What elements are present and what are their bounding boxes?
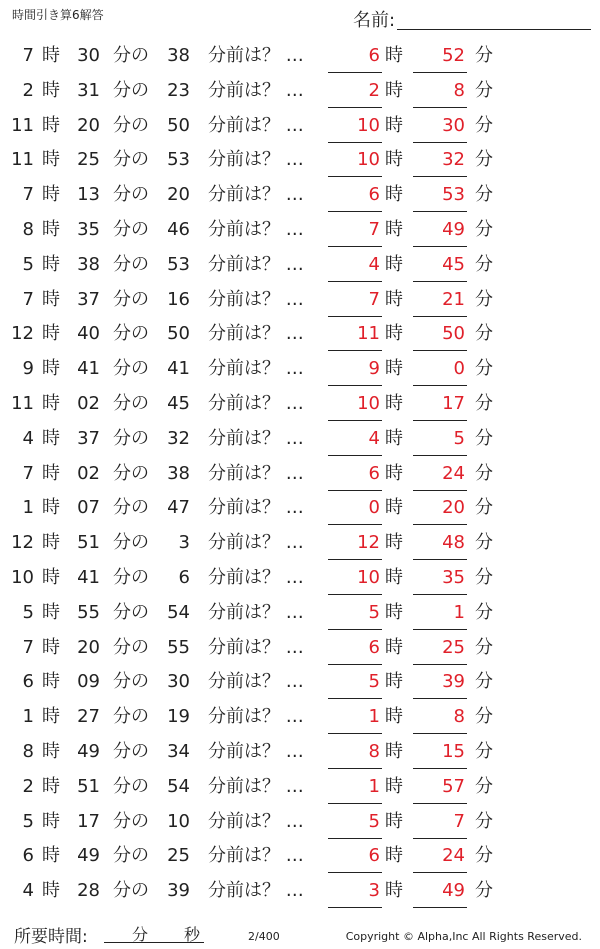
answer-minute-label: 分	[475, 601, 493, 623]
answer-hour: 3	[328, 881, 382, 908]
footer	[0, 918, 600, 948]
before-question-label: 分前は？ …	[208, 740, 304, 762]
answer-minute: 35	[413, 568, 467, 595]
problem-row	[0, 525, 600, 560]
hour-label: 時	[42, 601, 60, 623]
hour-label: 時	[42, 532, 60, 554]
minute-of-label: 分の	[113, 427, 149, 449]
before-question-label: 分前は？ …	[208, 845, 304, 867]
start-hour: 4	[22, 880, 34, 902]
minute-of-label: 分の	[113, 810, 149, 832]
before-question-label: 分前は？ …	[208, 358, 304, 380]
minute-of-label: 分の	[113, 775, 149, 797]
problem-row	[0, 490, 600, 525]
answer-hour: 12	[328, 533, 382, 560]
problem-row	[0, 351, 600, 386]
start-hour: 5	[22, 601, 34, 623]
minutes-before: 53	[167, 253, 190, 275]
minutes-before: 41	[167, 358, 190, 380]
name-field	[353, 6, 591, 30]
answer-minute-label: 分	[475, 532, 493, 554]
hour-label: 時	[42, 671, 60, 693]
start-minute: 27	[77, 706, 100, 728]
answer-minute-label: 分	[475, 149, 493, 171]
minute-of-label: 分の	[113, 601, 149, 623]
hour-label: 時	[42, 114, 60, 136]
problem-row	[0, 177, 600, 212]
minute-of-label: 分の	[113, 288, 149, 310]
answer-hour-label: 時	[385, 45, 403, 66]
answer-minute: 7	[413, 812, 467, 839]
answer-minute-label: 分	[475, 566, 493, 588]
start-minute: 41	[77, 358, 100, 380]
answer-hour: 6	[328, 46, 382, 73]
answer-minute: 49	[413, 220, 467, 247]
answer-hour-label: 時	[385, 218, 403, 240]
start-minute: 17	[77, 810, 100, 832]
answer-minute-label: 分	[475, 740, 493, 762]
minute-of-label: 分の	[113, 392, 149, 414]
answer-minute: 21	[413, 290, 467, 317]
start-hour: 7	[22, 462, 34, 484]
answer-minute-label: 分	[475, 671, 493, 693]
problem-row	[0, 316, 600, 351]
hour-label: 時	[42, 566, 60, 588]
answer-hour: 4	[328, 255, 382, 282]
copyright: Copyright © Alpha,Inc All Rights Reserved.	[345, 930, 582, 943]
hour-label: 時	[42, 358, 60, 380]
hour-label: 時	[42, 775, 60, 797]
answer-hour: 6	[328, 846, 382, 873]
before-question-label: 分前は？ …	[208, 601, 304, 623]
minute-of-label: 分の	[113, 79, 149, 101]
minutes-before: 10	[167, 810, 190, 832]
minute-of-label: 分の	[113, 253, 149, 275]
minute-of-label: 分の	[113, 497, 149, 519]
hour-label: 時	[42, 392, 60, 414]
problem-row	[0, 282, 600, 317]
problem-row	[0, 456, 600, 491]
minutes-before: 39	[167, 880, 190, 902]
start-minute: 09	[77, 671, 100, 693]
required-time-label: 所要時間:	[14, 927, 88, 947]
answer-minute: 24	[413, 846, 467, 873]
hour-label: 時	[42, 497, 60, 519]
problem-row	[0, 560, 600, 595]
start-minute: 02	[77, 392, 100, 414]
minutes-before: 55	[167, 636, 190, 658]
start-hour: 9	[22, 358, 34, 380]
answer-minute-label: 分	[475, 462, 493, 484]
answer-minute: 17	[413, 394, 467, 421]
minute-of-label: 分の	[113, 532, 149, 554]
minute-of-label: 分の	[113, 636, 149, 658]
minute-of-label: 分の	[113, 184, 149, 206]
hour-label: 時	[42, 462, 60, 484]
page-number: 2/400	[248, 930, 280, 943]
hour-label: 時	[42, 706, 60, 728]
minutes-before: 6	[178, 566, 190, 588]
hour-label: 時	[42, 149, 60, 171]
answer-hour-label: 時	[385, 114, 403, 136]
before-question-label: 分前は？ …	[208, 427, 304, 449]
answer-hour-label: 時	[385, 740, 403, 762]
answer-hour-label: 時	[385, 427, 403, 449]
answer-minute: 53	[413, 185, 467, 212]
start-hour: 8	[22, 740, 34, 762]
answer-hour-label: 時	[385, 810, 403, 832]
start-hour: 6	[22, 671, 34, 693]
start-hour: 11	[11, 114, 34, 136]
answer-minute-label: 分	[475, 636, 493, 658]
answer-hour: 9	[328, 359, 382, 386]
minutes-before: 20	[167, 184, 190, 206]
problem-row	[0, 804, 600, 839]
problem-list	[0, 38, 600, 908]
start-hour: 12	[11, 532, 34, 554]
answer-hour: 7	[328, 290, 382, 317]
answer-minute-label: 分	[475, 323, 493, 345]
answer-minute-label: 分	[475, 253, 493, 275]
start-minute: 37	[77, 288, 100, 310]
answer-minute-label: 分	[475, 288, 493, 310]
minutes-before: 23	[167, 79, 190, 101]
hour-label: 時	[42, 427, 60, 449]
minute-of-label: 分の	[113, 149, 149, 171]
minutes-before: 46	[167, 218, 190, 240]
answer-hour: 4	[328, 429, 382, 456]
start-hour: 7	[22, 45, 34, 66]
start-hour: 4	[22, 427, 34, 449]
answer-minute-label: 分	[475, 775, 493, 797]
before-question-label: 分前は？ …	[208, 706, 304, 728]
answer-hour-label: 時	[385, 880, 403, 902]
minute-of-label: 分の	[113, 671, 149, 693]
answer-minute: 0	[413, 359, 467, 386]
problem-row	[0, 421, 600, 456]
start-minute: 20	[77, 636, 100, 658]
start-minute: 35	[77, 218, 100, 240]
answer-hour-label: 時	[385, 601, 403, 623]
answer-minute: 24	[413, 464, 467, 491]
problem-row	[0, 595, 600, 630]
start-minute: 51	[77, 775, 100, 797]
answer-minute-label: 分	[475, 810, 493, 832]
answer-hour: 6	[328, 638, 382, 665]
minute-of-label: 分の	[113, 114, 149, 136]
start-hour: 5	[22, 810, 34, 832]
before-question-label: 分前は？ …	[208, 323, 304, 345]
answer-hour: 1	[328, 777, 382, 804]
before-question-label: 分前は？ …	[208, 671, 304, 693]
before-question-label: 分前は？ …	[208, 880, 304, 902]
answer-hour: 10	[328, 150, 382, 177]
minute-of-label: 分の	[113, 45, 149, 66]
problem-row	[0, 247, 600, 282]
minutes-before: 50	[167, 323, 190, 345]
before-question-label: 分前は？ …	[208, 566, 304, 588]
problem-row	[0, 108, 600, 143]
start-hour: 12	[11, 323, 34, 345]
before-question-label: 分前は？ …	[208, 218, 304, 240]
answer-hour-label: 時	[385, 358, 403, 380]
answer-hour-label: 時	[385, 671, 403, 693]
start-hour: 7	[22, 184, 34, 206]
hour-label: 時	[42, 253, 60, 275]
minutes-before: 32	[167, 427, 190, 449]
start-hour: 5	[22, 253, 34, 275]
start-minute: 25	[77, 149, 100, 171]
minute-of-label: 分の	[113, 218, 149, 240]
hour-label: 時	[42, 880, 60, 902]
hour-label: 時	[42, 45, 60, 66]
answer-hour-label: 時	[385, 775, 403, 797]
before-question-label: 分前は？ …	[208, 184, 304, 206]
minute-of-label: 分の	[113, 323, 149, 345]
before-question-label: 分前は？ …	[208, 810, 304, 832]
answer-minute: 32	[413, 150, 467, 177]
answer-minute: 39	[413, 672, 467, 699]
answer-minute: 5	[413, 429, 467, 456]
answer-hour-label: 時	[385, 79, 403, 101]
answer-hour: 8	[328, 742, 382, 769]
minutes-before: 38	[167, 45, 190, 66]
answer-minute: 8	[413, 81, 467, 108]
answer-minute-label: 分	[475, 706, 493, 728]
answer-hour: 5	[328, 603, 382, 630]
minute-of-label: 分の	[113, 845, 149, 867]
start-minute: 28	[77, 880, 100, 902]
start-minute: 13	[77, 184, 100, 206]
answer-hour: 0	[328, 498, 382, 525]
answer-hour: 10	[328, 394, 382, 421]
minutes-before: 16	[167, 288, 190, 310]
answer-minute: 25	[413, 638, 467, 665]
name-blank-line	[397, 11, 591, 30]
answer-hour-label: 時	[385, 392, 403, 414]
before-question-label: 分前は？ …	[208, 775, 304, 797]
minutes-before: 3	[178, 532, 190, 554]
minutes-before: 34	[167, 740, 190, 762]
answer-hour: 5	[328, 812, 382, 839]
answer-hour-label: 時	[385, 253, 403, 275]
start-minute: 20	[77, 114, 100, 136]
answer-minute: 20	[413, 498, 467, 525]
minutes-before: 54	[167, 601, 190, 623]
answer-hour-label: 時	[385, 566, 403, 588]
minutes-before: 50	[167, 114, 190, 136]
hour-label: 時	[42, 79, 60, 101]
required-time-minute-unit: 分	[132, 925, 149, 944]
answer-hour-label: 時	[385, 323, 403, 345]
worksheet-title: 時間引き算6解答	[12, 8, 104, 22]
start-hour: 10	[11, 566, 34, 588]
minutes-before: 45	[167, 392, 190, 414]
answer-hour: 7	[328, 220, 382, 247]
problem-row	[0, 734, 600, 769]
answer-hour: 6	[328, 464, 382, 491]
problem-row	[0, 630, 600, 665]
start-minute: 31	[77, 79, 100, 101]
start-minute: 37	[77, 427, 100, 449]
answer-hour-label: 時	[385, 706, 403, 728]
minutes-before: 38	[167, 462, 190, 484]
answer-minute: 48	[413, 533, 467, 560]
problem-row	[0, 769, 600, 804]
answer-hour-label: 時	[385, 149, 403, 171]
minutes-before: 25	[167, 845, 190, 867]
answer-hour-label: 時	[385, 462, 403, 484]
start-minute: 49	[77, 845, 100, 867]
minutes-before: 47	[167, 497, 190, 519]
hour-label: 時	[42, 323, 60, 345]
start-hour: 1	[22, 497, 34, 519]
answer-minute: 45	[413, 255, 467, 282]
start-hour: 1	[22, 706, 34, 728]
problem-row	[0, 212, 600, 247]
before-question-label: 分前は？ …	[208, 497, 304, 519]
answer-minute-label: 分	[475, 427, 493, 449]
minute-of-label: 分の	[113, 740, 149, 762]
minutes-before: 54	[167, 775, 190, 797]
answer-minute: 1	[413, 603, 467, 630]
start-minute: 49	[77, 740, 100, 762]
start-hour: 2	[22, 775, 34, 797]
problem-row	[0, 664, 600, 699]
answer-hour: 1	[328, 707, 382, 734]
answer-minute: 30	[413, 116, 467, 143]
start-hour: 2	[22, 79, 34, 101]
hour-label: 時	[42, 845, 60, 867]
hour-label: 時	[42, 218, 60, 240]
start-hour: 6	[22, 845, 34, 867]
start-minute: 41	[77, 566, 100, 588]
before-question-label: 分前は？ …	[208, 79, 304, 101]
start-hour: 8	[22, 218, 34, 240]
minutes-before: 19	[167, 706, 190, 728]
problem-row	[0, 73, 600, 108]
answer-minute: 8	[413, 707, 467, 734]
minute-of-label: 分の	[113, 566, 149, 588]
minutes-before: 53	[167, 149, 190, 171]
start-minute: 07	[77, 497, 100, 519]
problem-row	[0, 386, 600, 421]
answer-minute-label: 分	[475, 845, 493, 867]
name-label: 名前:	[353, 10, 396, 31]
answer-minute-label: 分	[475, 497, 493, 519]
start-minute: 30	[77, 45, 100, 66]
answer-hour: 11	[328, 324, 382, 351]
hour-label: 時	[42, 810, 60, 832]
answer-minute-label: 分	[475, 184, 493, 206]
start-hour: 7	[22, 636, 34, 658]
answer-hour-label: 時	[385, 845, 403, 867]
hour-label: 時	[42, 184, 60, 206]
answer-hour-label: 時	[385, 532, 403, 554]
problem-row	[0, 699, 600, 734]
start-hour: 11	[11, 149, 34, 171]
minute-of-label: 分の	[113, 358, 149, 380]
answer-hour: 10	[328, 568, 382, 595]
minutes-before: 30	[167, 671, 190, 693]
answer-hour: 2	[328, 81, 382, 108]
start-hour: 7	[22, 288, 34, 310]
required-time-second-unit: 秒	[184, 925, 201, 944]
hour-label: 時	[42, 636, 60, 658]
start-minute: 40	[77, 323, 100, 345]
answer-minute: 52	[413, 46, 467, 73]
problem-row	[0, 142, 600, 177]
before-question-label: 分前は？ …	[208, 45, 304, 66]
answer-hour-label: 時	[385, 288, 403, 310]
answer-minute: 57	[413, 777, 467, 804]
answer-minute-label: 分	[475, 880, 493, 902]
answer-minute: 50	[413, 324, 467, 351]
minute-of-label: 分の	[113, 462, 149, 484]
before-question-label: 分前は？ …	[208, 392, 304, 414]
problem-row	[0, 38, 600, 73]
before-question-label: 分前は？ …	[208, 636, 304, 658]
answer-minute-label: 分	[475, 114, 493, 136]
before-question-label: 分前は？ …	[208, 532, 304, 554]
before-question-label: 分前は？ …	[208, 462, 304, 484]
start-minute: 55	[77, 601, 100, 623]
before-question-label: 分前は？ …	[208, 149, 304, 171]
problem-row	[0, 873, 600, 908]
before-question-label: 分前は？ …	[208, 253, 304, 275]
minute-of-label: 分の	[113, 706, 149, 728]
answer-minute: 15	[413, 742, 467, 769]
answer-hour-label: 時	[385, 636, 403, 658]
answer-minute-label: 分	[475, 79, 493, 101]
answer-hour-label: 時	[385, 497, 403, 519]
answer-hour: 5	[328, 672, 382, 699]
hour-label: 時	[42, 288, 60, 310]
answer-hour: 10	[328, 116, 382, 143]
answer-minute-label: 分	[475, 45, 493, 66]
start-hour: 11	[11, 392, 34, 414]
answer-hour-label: 時	[385, 184, 403, 206]
start-minute: 02	[77, 462, 100, 484]
start-minute: 51	[77, 532, 100, 554]
answer-minute-label: 分	[475, 358, 493, 380]
answer-minute-label: 分	[475, 218, 493, 240]
problem-row	[0, 838, 600, 873]
answer-hour: 6	[328, 185, 382, 212]
answer-minute-label: 分	[475, 392, 493, 414]
before-question-label: 分前は？ …	[208, 114, 304, 136]
minute-of-label: 分の	[113, 880, 149, 902]
start-minute: 38	[77, 253, 100, 275]
answer-minute: 49	[413, 881, 467, 908]
hour-label: 時	[42, 740, 60, 762]
before-question-label: 分前は？ …	[208, 288, 304, 310]
